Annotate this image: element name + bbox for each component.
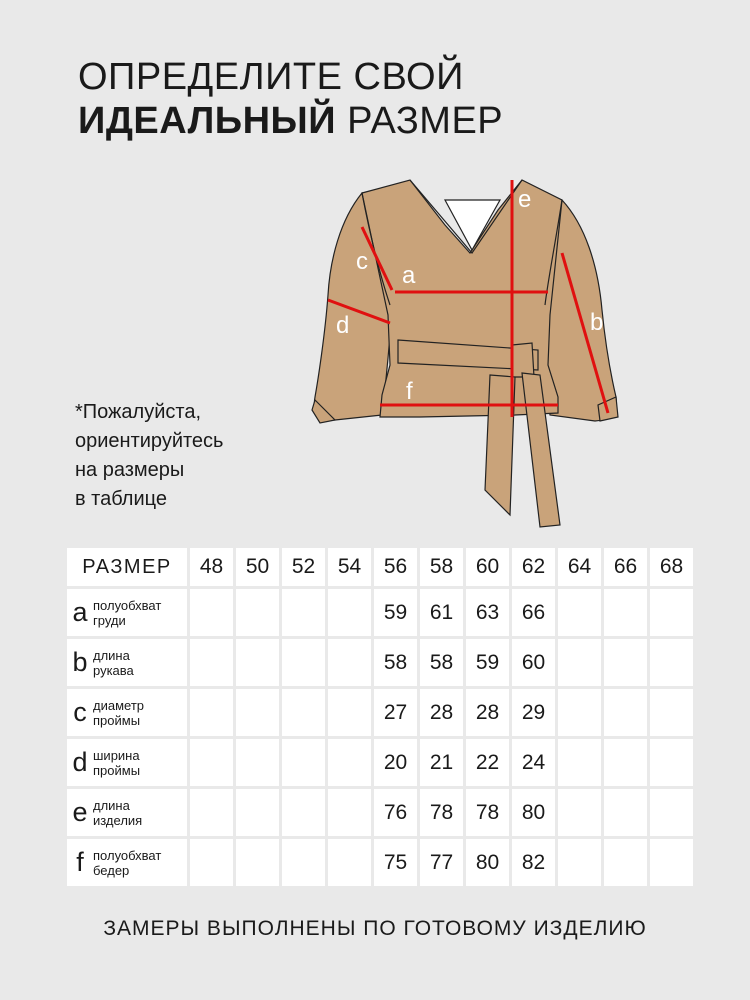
table-row xyxy=(67,689,693,736)
row-label-cell xyxy=(67,789,187,836)
table-header-label: РАЗМЕР xyxy=(67,548,187,586)
row-desc-line: длина xyxy=(93,647,130,663)
row-label-cell xyxy=(67,639,187,686)
diagram-letter-e: e xyxy=(518,186,532,213)
row-measure-letter: c xyxy=(73,697,87,727)
table-cell xyxy=(282,839,325,886)
title-bold-word: ИДЕАЛЬНЫЙ xyxy=(78,100,337,142)
table-header-row xyxy=(67,548,693,586)
table-cell: 28 xyxy=(420,689,463,736)
table-cell xyxy=(236,689,279,736)
table-cell xyxy=(282,639,325,686)
table-cell xyxy=(282,689,325,736)
table-cell xyxy=(190,789,233,836)
page-title xyxy=(78,55,503,143)
table-row xyxy=(67,739,693,786)
table-cell xyxy=(190,689,233,736)
table-cell: 82 xyxy=(512,839,555,886)
row-measure-letter: f xyxy=(76,847,84,877)
table-cell xyxy=(650,689,693,736)
size-header-cell: 50 xyxy=(236,548,279,586)
table-cell: 77 xyxy=(420,839,463,886)
table-cell xyxy=(558,739,601,786)
table-row xyxy=(67,789,693,836)
bow-knot xyxy=(512,343,534,377)
table-cell xyxy=(328,689,371,736)
table-cell: 78 xyxy=(466,789,509,836)
table-cell xyxy=(558,689,601,736)
garment-illustration xyxy=(312,180,618,527)
row-desc-line: полуобхват xyxy=(93,597,162,613)
table-cell xyxy=(328,839,371,886)
size-header-cell: 60 xyxy=(466,548,509,586)
footer-note: ЗАМЕРЫ ВЫПОЛНЕНЫ ПО ГОТОВОМУ ИЗДЕЛИЮ xyxy=(103,917,647,940)
table-cell: 27 xyxy=(374,689,417,736)
row-desc-line: бедер xyxy=(93,862,130,878)
table-cell: 80 xyxy=(466,839,509,886)
row-measure-letter: b xyxy=(72,647,88,677)
size-header-cell: 64 xyxy=(558,548,601,586)
diagram-letter-f: f xyxy=(406,378,413,405)
table-cell: 28 xyxy=(466,689,509,736)
table-row xyxy=(67,839,693,886)
row-desc-line: рукава xyxy=(93,662,134,678)
size-header-cell: 52 xyxy=(282,548,325,586)
row-measure-letter: a xyxy=(72,597,88,627)
row-label-cell xyxy=(67,839,187,886)
table-cell xyxy=(282,739,325,786)
table-row xyxy=(67,589,693,636)
table-cell xyxy=(604,689,647,736)
table-cell: 80 xyxy=(512,789,555,836)
title-line-2 xyxy=(78,99,503,143)
table-cell xyxy=(650,739,693,786)
table-cell xyxy=(604,589,647,636)
diagram-letter-d: d xyxy=(336,312,350,339)
row-label-cell xyxy=(67,739,187,786)
row-measure-letter: e xyxy=(72,797,88,827)
table-cell xyxy=(328,789,371,836)
row-desc-line: проймы xyxy=(93,712,141,728)
table-cell: 75 xyxy=(374,839,417,886)
size-note xyxy=(75,398,223,514)
table-cell xyxy=(328,639,371,686)
table-cell xyxy=(190,589,233,636)
table-cell: 60 xyxy=(512,639,555,686)
table-cell xyxy=(558,839,601,886)
row-desc-line: длина xyxy=(93,797,130,813)
garment-diagram xyxy=(300,165,640,535)
table-cell xyxy=(190,839,233,886)
table-cell xyxy=(236,739,279,786)
table-cell: 66 xyxy=(512,589,555,636)
table-cell: 78 xyxy=(420,789,463,836)
note-line: на размеры xyxy=(75,459,185,481)
row-desc-line: изделия xyxy=(93,812,143,828)
table-cell xyxy=(190,739,233,786)
table-cell: 59 xyxy=(466,639,509,686)
row-desc-line: полуобхват xyxy=(93,847,162,863)
row-measure-letter: d xyxy=(72,747,88,777)
title-rest: РАЗМЕР xyxy=(336,100,504,142)
row-label-cell xyxy=(67,589,187,636)
table-cell xyxy=(650,589,693,636)
table-cell: 20 xyxy=(374,739,417,786)
table-cell xyxy=(604,839,647,886)
row-measure-description xyxy=(93,648,134,678)
table-cell: 61 xyxy=(420,589,463,636)
table-cell xyxy=(236,839,279,886)
row-measure-description xyxy=(93,848,161,878)
size-header-cell: 58 xyxy=(420,548,463,586)
table-cell xyxy=(236,639,279,686)
size-header-cell: 56 xyxy=(374,548,417,586)
size-chart-table xyxy=(64,545,696,889)
table-cell xyxy=(558,589,601,636)
row-measure-description xyxy=(93,798,142,828)
row-desc-line: диаметр xyxy=(93,697,144,713)
diagram-letter-b: b xyxy=(590,309,604,336)
table-cell xyxy=(236,589,279,636)
table-cell xyxy=(604,739,647,786)
row-measure-description xyxy=(93,698,144,728)
table-cell xyxy=(558,639,601,686)
row-measure-description xyxy=(93,598,161,628)
row-label-cell xyxy=(67,689,187,736)
table-cell: 58 xyxy=(374,639,417,686)
table-cell xyxy=(282,789,325,836)
table-cell: 22 xyxy=(466,739,509,786)
note-line: ориентируйтесь xyxy=(75,430,224,452)
table-cell xyxy=(558,789,601,836)
size-header-cell: 68 xyxy=(650,548,693,586)
table-cell: 21 xyxy=(420,739,463,786)
table-cell: 63 xyxy=(466,589,509,636)
note-line: в таблице xyxy=(75,488,167,510)
table-cell xyxy=(190,639,233,686)
row-desc-line: проймы xyxy=(93,762,141,778)
table-row xyxy=(67,639,693,686)
table-cell xyxy=(650,639,693,686)
note-line: *Пожалуйста, xyxy=(75,401,202,423)
table-cell xyxy=(650,839,693,886)
title-line-1: ОПРЕДЕЛИТЕ СВОЙ xyxy=(78,56,464,98)
table-cell: 29 xyxy=(512,689,555,736)
size-header-cell: 54 xyxy=(328,548,371,586)
table-cell xyxy=(236,789,279,836)
table-cell: 24 xyxy=(512,739,555,786)
table-cell: 59 xyxy=(374,589,417,636)
table-cell: 76 xyxy=(374,789,417,836)
size-header-cell: 62 xyxy=(512,548,555,586)
table-cell xyxy=(604,789,647,836)
diagram-letter-c: c xyxy=(356,248,368,275)
table-cell xyxy=(604,639,647,686)
row-desc-line: груди xyxy=(93,612,126,628)
row-desc-line: ширина xyxy=(93,747,140,763)
table-cell: 58 xyxy=(420,639,463,686)
table-cell xyxy=(328,739,371,786)
table-cell xyxy=(282,589,325,636)
size-header-cell: 66 xyxy=(604,548,647,586)
table-cell xyxy=(650,789,693,836)
diagram-letter-a: a xyxy=(402,262,416,289)
size-header-cell: 48 xyxy=(190,548,233,586)
row-measure-description xyxy=(93,748,140,778)
table-cell xyxy=(328,589,371,636)
